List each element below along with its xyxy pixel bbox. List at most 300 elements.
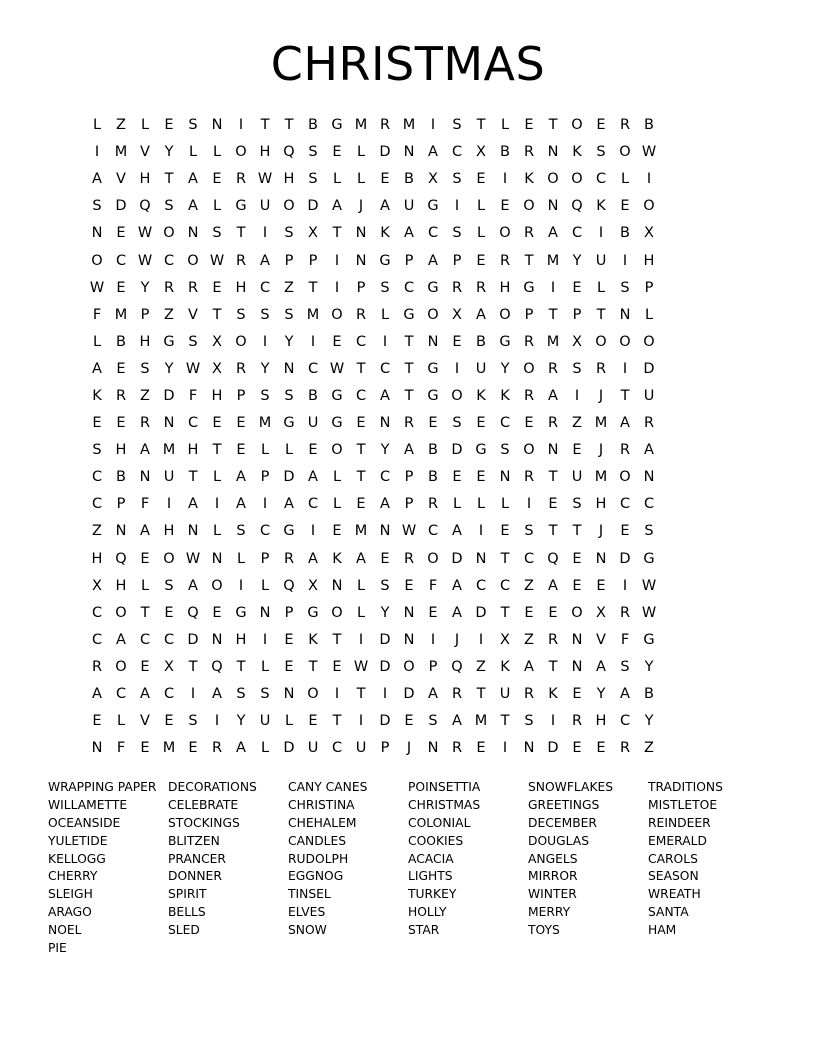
grid-letter: B: [428, 442, 438, 459]
grid-letter: K: [308, 631, 318, 648]
grid-letter: C: [307, 496, 319, 513]
grid-letter: A: [212, 686, 222, 703]
grid-letter: L: [356, 604, 366, 621]
grid-letter: E: [380, 171, 390, 188]
grid-letter: N: [379, 523, 391, 540]
grid-letter: E: [500, 198, 510, 215]
grid-letter: R: [547, 360, 559, 377]
grid-letter: P: [452, 252, 462, 269]
word-list-item: DECEMBER: [528, 815, 597, 830]
grid-letter: N: [619, 306, 631, 323]
grid-letter: L: [140, 577, 150, 594]
grid-letter: T: [260, 117, 270, 134]
grid-letter: N: [211, 117, 223, 134]
grid-row: [85, 166, 733, 193]
grid-letter: I: [214, 496, 220, 513]
grid-letter: N: [595, 550, 607, 567]
grid-letter: M: [594, 469, 608, 486]
word-list-item: SPIRIT: [168, 887, 207, 902]
grid-letter: I: [646, 171, 652, 188]
word-list-item: KELLOGG: [48, 851, 106, 866]
grid-row: [85, 193, 733, 220]
grid-letter: A: [452, 577, 462, 594]
grid-letter: O: [595, 333, 607, 350]
grid-row: [85, 546, 733, 573]
grid-letter: Z: [284, 279, 294, 296]
grid-letter: E: [92, 713, 102, 730]
grid-letter: N: [499, 469, 511, 486]
grid-letter: E: [236, 442, 246, 459]
grid-letter: A: [452, 523, 462, 540]
grid-letter: T: [620, 387, 630, 404]
grid-letter: E: [548, 496, 558, 513]
grid-letter: H: [187, 442, 199, 459]
grid-letter: A: [188, 496, 198, 513]
grid-letter: A: [596, 658, 606, 675]
grid-letter: C: [259, 279, 271, 296]
word-list-item: PRANCER: [168, 851, 226, 866]
grid-letter: L: [236, 550, 246, 567]
grid-letter: U: [355, 740, 367, 757]
grid-letter: S: [380, 279, 390, 296]
grid-letter: E: [476, 415, 486, 432]
grid-letter: A: [188, 171, 198, 188]
grid-letter: A: [404, 442, 414, 459]
grid-letter: C: [91, 469, 103, 486]
grid-letter: J: [358, 198, 364, 215]
grid-letter: G: [643, 550, 655, 567]
grid-letter: A: [620, 686, 630, 703]
grid-letter: I: [262, 225, 268, 242]
grid-letter: P: [308, 252, 318, 269]
grid-letter: X: [644, 225, 654, 242]
grid-letter: O: [235, 333, 247, 350]
grid-letter: D: [115, 198, 127, 215]
grid-letter: R: [475, 279, 487, 296]
grid-letter: I: [262, 496, 268, 513]
grid-letter: N: [571, 658, 583, 675]
grid-letter: V: [116, 171, 126, 188]
word-list-item: MERRY: [528, 905, 571, 920]
grid-letter: R: [451, 279, 463, 296]
grid-letter: C: [187, 415, 199, 432]
grid-letter: S: [428, 713, 438, 730]
grid-letter: E: [116, 415, 126, 432]
grid-letter: Y: [140, 279, 150, 296]
grid-letter: B: [308, 387, 318, 404]
grid-letter: N: [115, 523, 127, 540]
grid-letter: B: [644, 117, 654, 134]
grid-letter: E: [596, 577, 606, 594]
grid-letter: S: [260, 387, 270, 404]
grid-letter: R: [547, 415, 559, 432]
grid-letter: M: [354, 117, 368, 134]
grid-letter: F: [140, 496, 150, 513]
grid-letter: H: [115, 442, 127, 459]
grid-letter: P: [404, 496, 414, 513]
grid-letter: E: [380, 550, 390, 567]
grid-letter: E: [308, 713, 318, 730]
grid-letter: O: [163, 225, 175, 242]
grid-letter: I: [334, 686, 340, 703]
grid-row: [85, 600, 733, 627]
grid-letter: K: [380, 225, 390, 242]
grid-letter: I: [334, 252, 340, 269]
grid-letter: L: [260, 577, 270, 594]
grid-letter: R: [427, 496, 439, 513]
grid-letter: H: [283, 171, 295, 188]
grid-letter: A: [308, 550, 318, 567]
grid-letter: T: [524, 252, 534, 269]
grid-letter: E: [572, 577, 582, 594]
grid-letter: P: [260, 550, 270, 567]
grid-letter: G: [331, 415, 343, 432]
grid-letter: L: [500, 117, 510, 134]
grid-letter: T: [476, 117, 486, 134]
grid-letter: M: [402, 117, 416, 134]
grid-letter: I: [382, 333, 388, 350]
grid-letter: Y: [644, 658, 654, 675]
grid-letter: M: [258, 415, 272, 432]
grid-letter: O: [427, 550, 439, 567]
grid-letter: L: [212, 523, 222, 540]
grid-letter: S: [188, 117, 198, 134]
grid-letter: M: [546, 252, 560, 269]
grid-letter: I: [166, 496, 172, 513]
grid-letter: R: [499, 252, 511, 269]
grid-letter: G: [283, 415, 295, 432]
grid-letter: W: [257, 171, 273, 188]
grid-letter: N: [139, 469, 151, 486]
word-list-item: TRADITIONS: [648, 780, 723, 794]
grid-letter: I: [310, 333, 316, 350]
grid-letter: R: [91, 658, 103, 675]
grid-letter: E: [572, 279, 582, 296]
grid-letter: A: [92, 171, 102, 188]
grid-letter: E: [572, 740, 582, 757]
grid-letter: E: [284, 658, 294, 675]
grid-letter: N: [211, 631, 223, 648]
grid-letter: C: [115, 686, 127, 703]
grid-letter: T: [212, 306, 222, 323]
grid-letter: N: [403, 631, 415, 648]
grid-letter: E: [332, 333, 342, 350]
grid-letter: N: [643, 469, 655, 486]
word-list-item: HOLLY: [408, 905, 447, 920]
grid-letter: T: [356, 469, 366, 486]
grid-letter: N: [91, 225, 103, 242]
grid-letter: Y: [260, 360, 270, 377]
grid-letter: R: [235, 360, 247, 377]
grid-letter: G: [427, 198, 439, 215]
grid-letter: X: [308, 577, 318, 594]
grid-letter: N: [355, 252, 367, 269]
grid-letter: S: [284, 225, 294, 242]
grid-letter: A: [452, 604, 462, 621]
grid-letter: N: [427, 740, 439, 757]
grid-letter: A: [476, 306, 486, 323]
grid-letter: A: [116, 631, 126, 648]
grid-letter: U: [595, 252, 607, 269]
grid-letter: H: [235, 279, 247, 296]
grid-letter: R: [403, 415, 415, 432]
grid-letter: S: [452, 117, 462, 134]
grid-letter: A: [548, 577, 558, 594]
grid-letter: H: [139, 171, 151, 188]
grid-letter: F: [116, 740, 126, 757]
grid-letter: C: [403, 279, 415, 296]
grid-letter: A: [548, 225, 558, 242]
grid-letter: Q: [139, 198, 151, 215]
grid-letter: X: [212, 360, 222, 377]
grid-letter: L: [212, 144, 222, 161]
grid-letter: G: [403, 306, 415, 323]
grid-letter: X: [452, 306, 462, 323]
grid-letter: I: [262, 631, 268, 648]
grid-letter: T: [404, 333, 414, 350]
grid-letter: Q: [547, 550, 559, 567]
grid-letter: E: [236, 415, 246, 432]
grid-letter: I: [574, 387, 580, 404]
grid-letter: E: [596, 740, 606, 757]
grid-letter: T: [188, 469, 198, 486]
grid-letter: Z: [572, 415, 582, 432]
word-list-item: HAM: [648, 923, 677, 938]
word-list-item: MIRROR: [528, 869, 578, 884]
grid-letter: Z: [140, 387, 150, 404]
grid-letter: I: [262, 333, 268, 350]
grid-letter: D: [451, 442, 463, 459]
grid-letter: N: [427, 333, 439, 350]
grid-letter: L: [476, 198, 486, 215]
grid-letter: A: [356, 550, 366, 567]
grid-letter: G: [235, 198, 247, 215]
grid-letter: Q: [115, 550, 127, 567]
grid-letter: N: [283, 686, 295, 703]
grid-letter: S: [236, 306, 246, 323]
grid-letter: C: [427, 523, 439, 540]
grid-letter: A: [92, 686, 102, 703]
word-list-item: SLEIGH: [48, 887, 93, 902]
grid-letter: E: [212, 279, 222, 296]
grid-letter: F: [92, 306, 102, 323]
grid-letter: S: [188, 713, 198, 730]
grid-letter: P: [428, 658, 438, 675]
grid-letter: A: [380, 387, 390, 404]
grid-letter: E: [620, 523, 630, 540]
grid-letter: T: [500, 604, 510, 621]
grid-letter: F: [428, 577, 438, 594]
grid-letter: W: [89, 279, 105, 296]
grid-letter: Z: [92, 523, 102, 540]
grid-letter: N: [379, 415, 391, 432]
grid-letter: W: [185, 550, 201, 567]
grid-letter: P: [356, 279, 366, 296]
grid-letter: B: [404, 171, 414, 188]
grid-letter: R: [619, 442, 631, 459]
grid-letter: V: [596, 631, 606, 648]
grid-letter: A: [236, 469, 246, 486]
grid-letter: L: [500, 496, 510, 513]
grid-letter: U: [163, 469, 175, 486]
grid-letter: U: [499, 686, 511, 703]
grid-letter: D: [379, 713, 391, 730]
grid-letter: S: [620, 279, 630, 296]
grid-letter: S: [380, 577, 390, 594]
grid-letter: E: [140, 740, 150, 757]
word-list-item: WILLAMETTE: [48, 797, 128, 812]
grid-row: [85, 654, 733, 681]
grid-letter: R: [595, 360, 607, 377]
grid-letter: P: [524, 306, 534, 323]
grid-letter: O: [619, 144, 631, 161]
grid-letter: C: [451, 144, 463, 161]
word-list-item: LIGHTS: [408, 869, 453, 884]
grid-letter: N: [187, 225, 199, 242]
grid-letter: E: [620, 198, 630, 215]
word-list-item: WRAPPING PAPER: [48, 780, 157, 794]
grid-row: [85, 410, 733, 437]
grid-letter: S: [284, 387, 294, 404]
grid-letter: L: [260, 740, 270, 757]
word-list-item: STOCKINGS: [168, 815, 240, 830]
grid-letter: G: [163, 333, 175, 350]
grid-letter: I: [334, 279, 340, 296]
grid-letter: E: [212, 415, 222, 432]
grid-letter: A: [92, 360, 102, 377]
grid-row: [85, 437, 733, 464]
grid-letter: S: [644, 523, 654, 540]
grid-letter: M: [162, 442, 176, 459]
grid-letter: E: [476, 469, 486, 486]
grid-letter: A: [236, 496, 246, 513]
grid-letter: H: [211, 387, 223, 404]
grid-letter: I: [430, 117, 436, 134]
grid-letter: I: [358, 631, 364, 648]
grid-letter: T: [308, 279, 318, 296]
grid-letter: Z: [644, 740, 654, 757]
grid-letter: O: [499, 306, 511, 323]
grid-letter: L: [92, 117, 102, 134]
grid-letter: O: [403, 658, 415, 675]
grid-letter: N: [259, 604, 271, 621]
grid-letter: M: [594, 415, 608, 432]
grid-letter: S: [140, 360, 150, 377]
grid-letter: E: [476, 740, 486, 757]
grid-letter: U: [571, 469, 583, 486]
grid-letter: T: [332, 225, 342, 242]
grid-letter: I: [190, 686, 196, 703]
grid-letter: Z: [476, 658, 486, 675]
grid-letter: T: [212, 442, 222, 459]
grid-letter: Y: [500, 360, 510, 377]
grid-letter: E: [164, 713, 174, 730]
grid-letter: E: [596, 117, 606, 134]
grid-letter: I: [358, 713, 364, 730]
grid-letter: E: [404, 713, 414, 730]
grid-letter: S: [452, 171, 462, 188]
word-list-item: CELEBRATE: [168, 797, 239, 812]
grid-letter: L: [284, 713, 294, 730]
grid-letter: L: [452, 496, 462, 513]
grid-letter: K: [476, 387, 486, 404]
grid-letter: E: [452, 333, 462, 350]
grid-letter: T: [404, 387, 414, 404]
grid-letter: D: [403, 686, 415, 703]
grid-letter: V: [188, 306, 198, 323]
word-list-item: ANGELS: [528, 851, 578, 866]
grid-letter: S: [308, 144, 318, 161]
word-list-item: CANY CANES: [288, 780, 368, 794]
grid-letter: E: [92, 415, 102, 432]
grid-letter: O: [331, 306, 343, 323]
word-list-item: REINDEER: [648, 815, 711, 830]
grid-letter: Y: [164, 144, 174, 161]
grid-letter: C: [643, 496, 655, 513]
grid-letter: C: [427, 225, 439, 242]
grid-letter: R: [163, 279, 175, 296]
grid-letter: O: [571, 171, 583, 188]
grid-letter: E: [524, 415, 534, 432]
grid-letter: E: [164, 117, 174, 134]
grid-letter: C: [163, 252, 175, 269]
grid-letter: E: [116, 360, 126, 377]
grid-letter: G: [475, 442, 487, 459]
grid-row: [85, 735, 733, 762]
word-list-item: SNOWFLAKES: [528, 780, 614, 794]
grid-letter: O: [451, 387, 463, 404]
grid-letter: Z: [164, 306, 174, 323]
grid-letter: X: [92, 577, 102, 594]
grid-letter: P: [236, 387, 246, 404]
grid-letter: O: [523, 198, 535, 215]
word-list-item: WREATH: [648, 887, 701, 902]
grid-letter: S: [212, 225, 222, 242]
grid-letter: T: [332, 631, 342, 648]
word-list-item: GREETINGS: [528, 797, 600, 812]
grid-letter: P: [284, 604, 294, 621]
grid-letter: N: [187, 523, 199, 540]
grid-letter: L: [476, 225, 486, 242]
grid-letter: N: [571, 631, 583, 648]
grid-letter: W: [329, 360, 345, 377]
grid-letter: R: [523, 469, 535, 486]
grid-letter: E: [116, 279, 126, 296]
grid-row: [85, 247, 733, 274]
grid-letter: S: [308, 171, 318, 188]
grid-row: [85, 329, 733, 356]
grid-letter: K: [596, 198, 606, 215]
grid-letter: E: [284, 631, 294, 648]
grid-letter: R: [235, 252, 247, 269]
grid-letter: E: [524, 604, 534, 621]
grid-letter: R: [451, 740, 463, 757]
letter-grid: [85, 112, 733, 762]
grid-letter: Y: [164, 360, 174, 377]
grid-letter: G: [523, 279, 535, 296]
word-list-item: EGGNOG: [288, 869, 344, 884]
grid-letter: W: [641, 604, 657, 621]
grid-letter: E: [332, 144, 342, 161]
grid-letter: C: [379, 360, 391, 377]
word-list-item: TURKEY: [408, 887, 457, 902]
grid-letter: S: [452, 225, 462, 242]
grid-letter: U: [307, 740, 319, 757]
grid-letter: A: [284, 496, 294, 513]
grid-letter: N: [331, 577, 343, 594]
grid-letter: X: [308, 225, 318, 242]
grid-letter: O: [115, 658, 127, 675]
